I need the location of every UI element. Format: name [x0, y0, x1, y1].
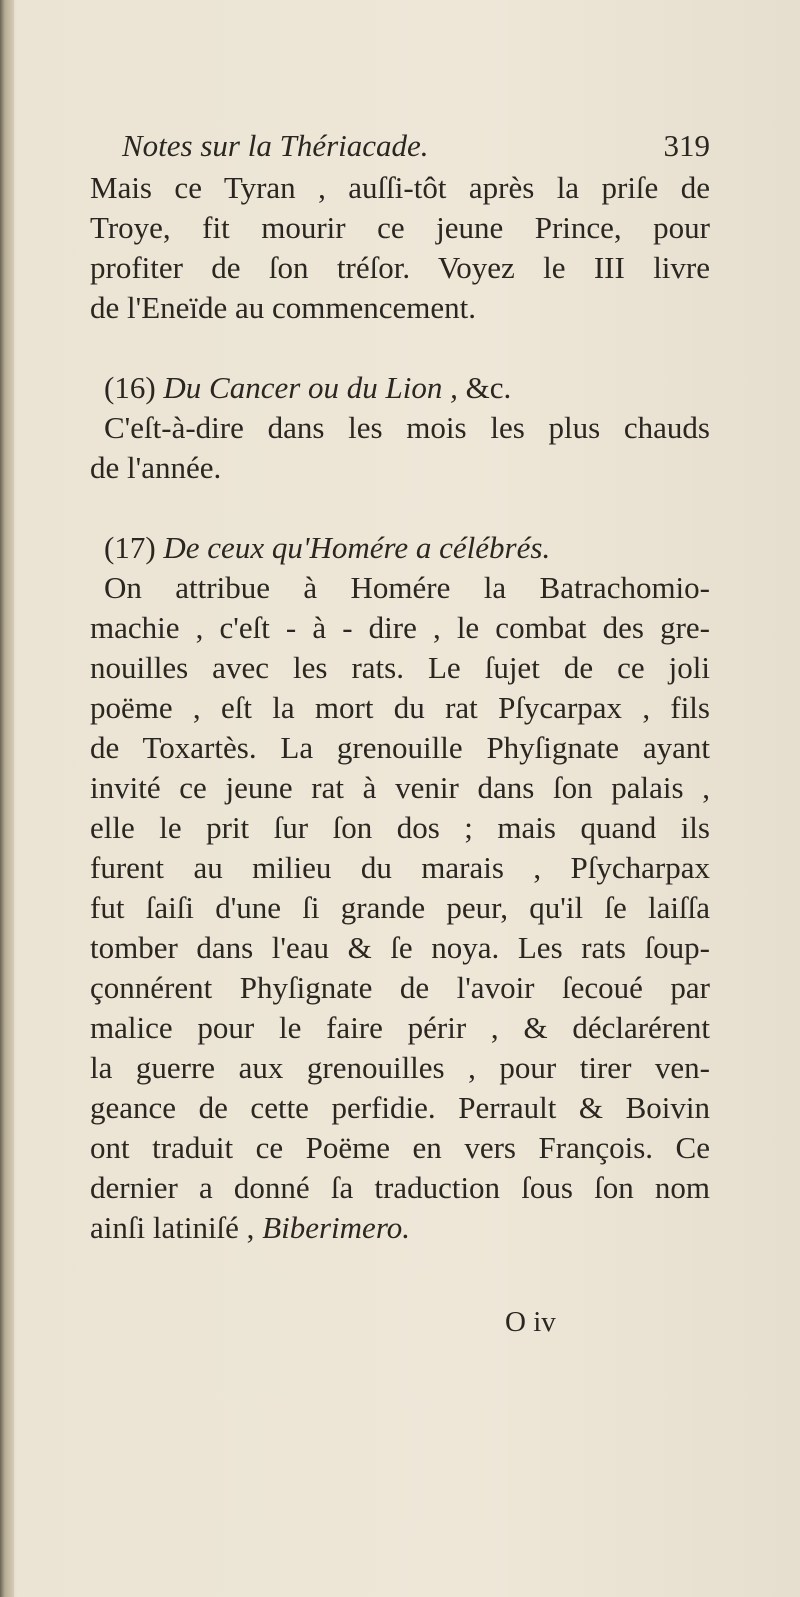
- running-head: Notes sur la Thériacade.: [122, 128, 429, 163]
- text-line: C'eſt-à-dire dans les mois les plus chauds: [104, 410, 710, 445]
- text-line: Troye, fit mourir ce jeune Prince, pour: [90, 210, 710, 245]
- text-line: geance de cette perfidie. Perrault & Boivin: [90, 1090, 710, 1125]
- page-gutter-edge: [0, 0, 14, 1597]
- text-line: dernier a donné ſa traduction ſous ſon nom: [90, 1170, 710, 1205]
- note-title-suffix: &c.: [465, 370, 512, 405]
- note-17-heading: [90, 528, 710, 568]
- note-number: (16): [104, 370, 156, 405]
- text-line: profiter de ſon tréſor. Voyez le III livre: [90, 250, 710, 285]
- text-line: machie , c'eſt - à - dire , le combat des gre-: [90, 610, 710, 645]
- text-line: çonnérent Phyſignate de l'avoir ſecoué par: [90, 970, 710, 1005]
- text-line: fut ſaiſi d'une ſi grande peur, qu'il ſe laiſſa: [90, 890, 710, 925]
- text-line: invité ce jeune rat à venir dans ſon palais ,: [90, 770, 710, 805]
- note-title: De ceux qu'Homére a célébrés.: [163, 530, 551, 565]
- signature-mark: O iv: [505, 1306, 556, 1338]
- text-line: elle le prit ſur ſon dos ; mais quand ils: [90, 810, 710, 845]
- text-line: furent au milieu du marais , Pſycharpax: [90, 850, 710, 885]
- note-title: Du Cancer ou du Lion ,: [163, 370, 458, 405]
- page-header: [90, 128, 710, 168]
- text-line: de l'année.: [90, 450, 222, 485]
- note-16-heading: [90, 368, 710, 408]
- text-line: de l'Eneïde au commencement.: [90, 290, 477, 325]
- page-body: [90, 168, 710, 1248]
- text-line: malice pour le faire périr , & déclarérent: [90, 1010, 710, 1045]
- text-line: la guerre aux grenouilles , pour tirer ven-: [90, 1050, 710, 1085]
- text-line: ont traduit ce Poëme en vers François. Ce: [90, 1130, 710, 1165]
- text-line: Mais ce Tyran , auſſi-tôt après la priſe de: [90, 170, 710, 205]
- page-number: 319: [663, 128, 710, 163]
- last-line-text: ainſi latiniſé ,: [90, 1210, 255, 1245]
- text-line: de Toxartès. La grenouille Phyſignate ayant: [90, 730, 710, 765]
- note-number: (17): [104, 530, 156, 565]
- text-line: poëme , eſt la mort du rat Pſycarpax , fils: [90, 690, 710, 725]
- text-line: nouilles avec les rats. Le ſujet de ce joli: [90, 650, 710, 685]
- last-line-italic: Biberimero.: [262, 1210, 410, 1245]
- text-line: tomber dans l'eau & ſe noya. Les rats ſoup-: [90, 930, 710, 965]
- text-line: [90, 1208, 710, 1248]
- text-line: On attribue à Homére la Batrachomio-: [104, 570, 710, 605]
